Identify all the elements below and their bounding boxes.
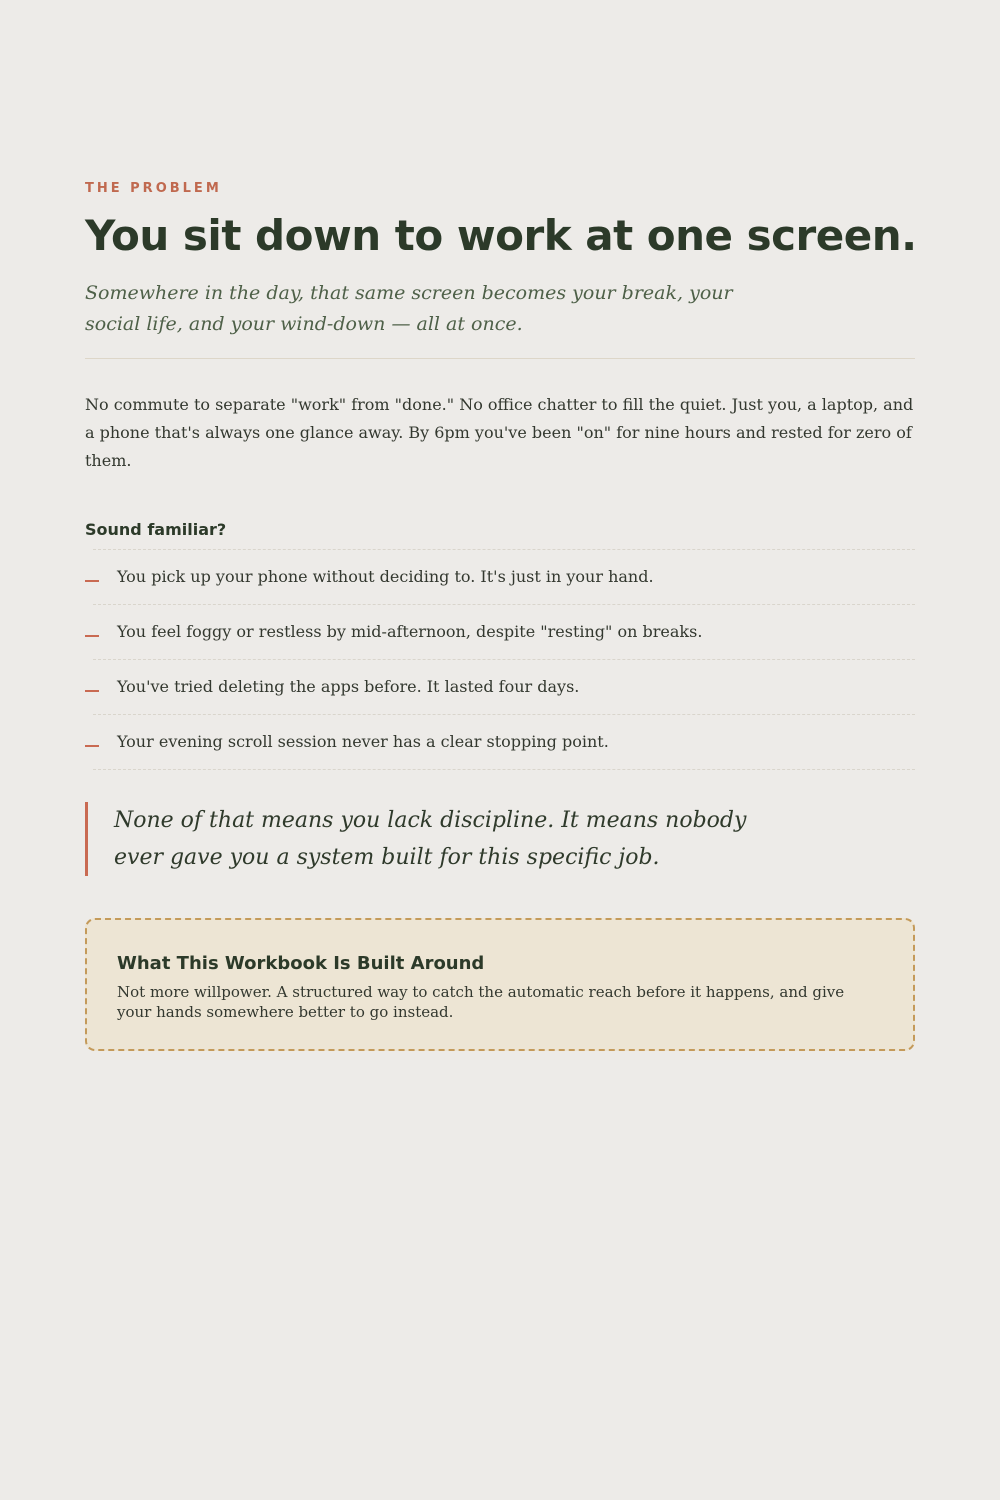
list-item-text: You've tried deleting the apps before. It lasted four days.	[117, 677, 580, 696]
familiar-list	[93, 549, 915, 770]
list-item	[93, 660, 915, 715]
page-subtitle: Somewhere in the day, that same screen becomes your break, your social life, and your wind-down — all at once.	[85, 282, 733, 335]
list-item-text: Your evening scroll session never has a clear stopping point.	[117, 732, 609, 751]
list-item-text: You pick up your phone without deciding to. It's just in your hand.	[117, 567, 654, 586]
list-item-text: You feel foggy or restless by mid-afternoon, despite "resting" on breaks.	[117, 622, 703, 641]
callout-body: Not more willpower. A structured way to catch the automatic reach before it happens, and give your hands somewhere better to go instead.	[117, 983, 845, 1021]
page-title: You sit down to work at one screen.	[85, 211, 917, 260]
dash-bullet-icon	[85, 635, 99, 637]
list-item	[93, 605, 915, 660]
dash-bullet-icon	[85, 580, 99, 582]
intro-paragraph: No commute to separate "work" from "done." No office chatter to fill the quiet. Just you, a laptop, and a phone that's always one glance away. By 6pm you've been "on" for nine hours and rested for zero of them.	[85, 395, 914, 470]
divider	[85, 358, 915, 359]
dash-bullet-icon	[85, 745, 99, 747]
callout-box	[85, 918, 915, 1051]
dash-bullet-icon	[85, 690, 99, 692]
list-item	[93, 550, 915, 605]
callout-title: What This Workbook Is Built Around	[117, 953, 485, 974]
list-item	[93, 715, 915, 770]
familiar-heading: Sound familiar?	[85, 520, 227, 539]
pull-quote: None of that means you lack discipline. It means nobody ever gave you a system built for this specific job.	[85, 802, 765, 876]
section-eyebrow: THE PROBLEM	[85, 181, 222, 196]
